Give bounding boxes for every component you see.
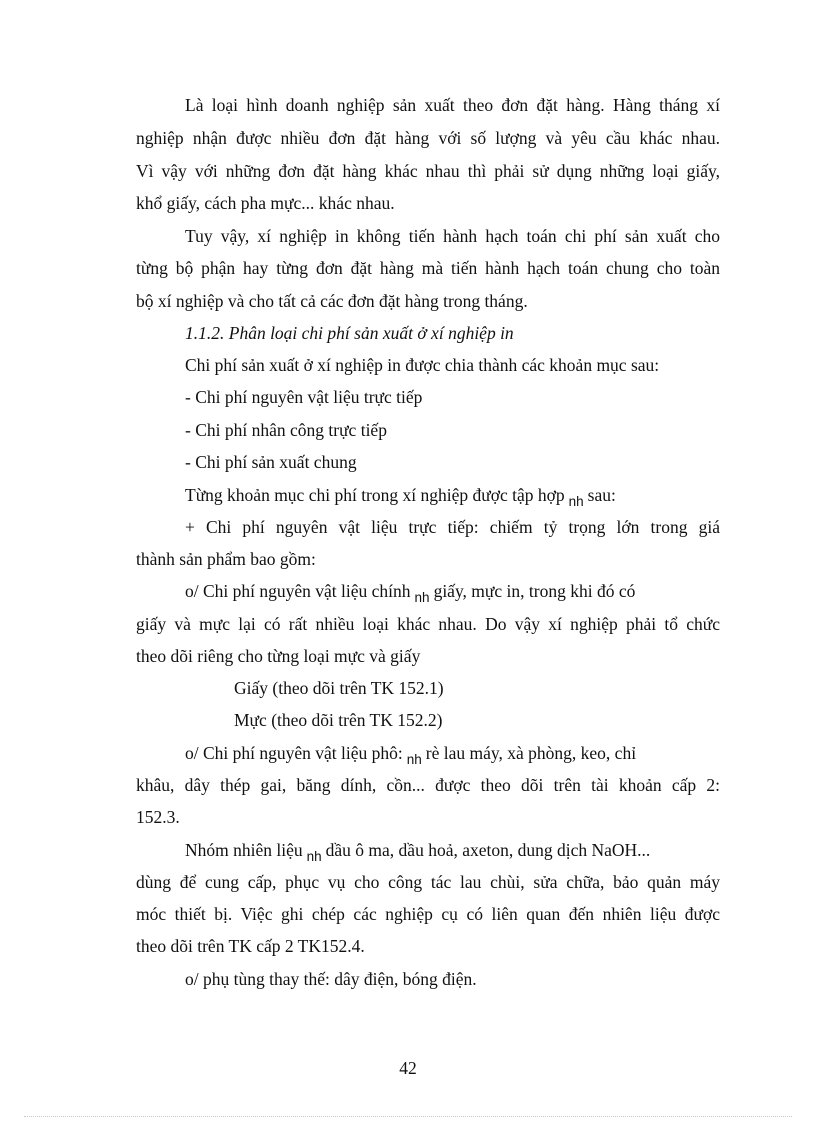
footer-divider <box>24 1116 792 1117</box>
auxiliary-materials-after: rè lau máy, xà phòng, keo, chỉ <box>425 743 637 763</box>
auxiliary-materials-line-3: 152.3. <box>136 807 180 827</box>
bullet-item-2: - Chi phí nhân công trực tiếp <box>185 420 387 440</box>
paragraph-1-line-4: khổ giấy, cách pha mực... khác nhau. <box>136 193 395 213</box>
fuel-line-1 <box>185 840 720 862</box>
nh-marker: nh <box>414 590 430 605</box>
page-number: 42 <box>399 1058 417 1078</box>
paper-account-line: Giấy (theo dõi trên TK 152.1) <box>234 678 444 698</box>
intro-line: Chi phí sản xuất ở xí nghiệp in được chia thành các khoản mục sau: <box>185 355 660 375</box>
main-materials-line-1 <box>185 581 720 603</box>
collection-line-after: sau: <box>587 485 616 505</box>
main-materials-line-3: theo dõi riêng cho từng loại mực và giấy <box>136 646 421 666</box>
nh-marker: nh <box>306 849 322 864</box>
collection-line-before: Từng khoản mục chi phí trong xí nghiệp được tập hợp <box>185 485 565 505</box>
fuel-line-3: móc thiết bị. Việc ghi chép các nghiệp cụ có liên quan đến nhiên liệu được <box>136 904 720 924</box>
nh-marker: nh <box>568 494 584 509</box>
section-heading: 1.1.2. Phân loại chi phí sản xuất ở xí nghiệp in <box>185 323 514 343</box>
direct-materials-line-1: + Chi phí nguyên vật liệu trực tiếp: chiếm tỷ trọng lớn trong giá <box>185 517 720 537</box>
auxiliary-materials-line-2: khâu, dây thép gai, băng dính, cồn... được theo dõi trên tài khoản cấp 2: <box>136 775 720 795</box>
fuel-before: Nhóm nhiên liệu <box>185 840 303 860</box>
paragraph-1-line-3: Vì vậy với những đơn đặt hàng khác nhau thì phải sử dụng những loại giấy, <box>136 161 720 181</box>
fuel-line-4: theo dõi trên TK cấp 2 TK152.4. <box>136 936 365 956</box>
auxiliary-materials-before: o/ Chi phí nguyên vật liệu phô: <box>185 743 403 763</box>
main-materials-line-2: giấy và mực lại có rất nhiều loại khác nhau. Do vậy xí nghiệp phải tổ chức <box>136 614 720 634</box>
fuel-line-2: dùng để cung cấp, phục vụ cho công tác lau chùi, sửa chữa, bảo quản máy <box>136 872 720 892</box>
main-materials-after: giấy, mực in, trong khi đó có <box>433 581 636 601</box>
main-materials-before: o/ Chi phí nguyên vật liệu chính <box>185 581 411 601</box>
auxiliary-materials-line-1 <box>185 743 720 765</box>
fuel-after: dầu ô ma, dầu hoả, axeton, dung dịch NaOH... <box>325 840 651 860</box>
paragraph-2-line-1: Tuy vậy, xí nghiệp in không tiến hành hạch toán chi phí sản xuất cho <box>185 226 720 246</box>
paragraph-2-line-2: từng bộ phận hay từng đơn đặt hàng mà tiến hành hạch toán chung cho toàn <box>136 258 720 278</box>
bullet-item-3: - Chi phí sản xuất chung <box>185 452 357 472</box>
paragraph-2-line-3: bộ xí nghiệp và cho tất cả các đơn đặt hàng trong tháng. <box>136 291 528 311</box>
collection-line <box>185 485 720 507</box>
nh-marker: nh <box>406 752 422 767</box>
paragraph-1-line-2: nghiệp nhận được nhiều đơn đặt hàng với số lượng và yêu cầu khác nhau. <box>136 128 720 148</box>
spare-parts-line: o/ phụ tùng thay thế: dây điện, bóng điện. <box>185 969 477 989</box>
ink-account-line: Mực (theo dõi trên TK 152.2) <box>234 710 443 730</box>
paragraph-1-line-1: Là loại hình doanh nghiệp sản xuất theo đơn đặt hàng. Hàng tháng xí <box>185 95 720 115</box>
bullet-item-1: - Chi phí nguyên vật liệu trực tiếp <box>185 387 423 407</box>
direct-materials-line-2: thành sản phẩm bao gồm: <box>136 549 316 569</box>
